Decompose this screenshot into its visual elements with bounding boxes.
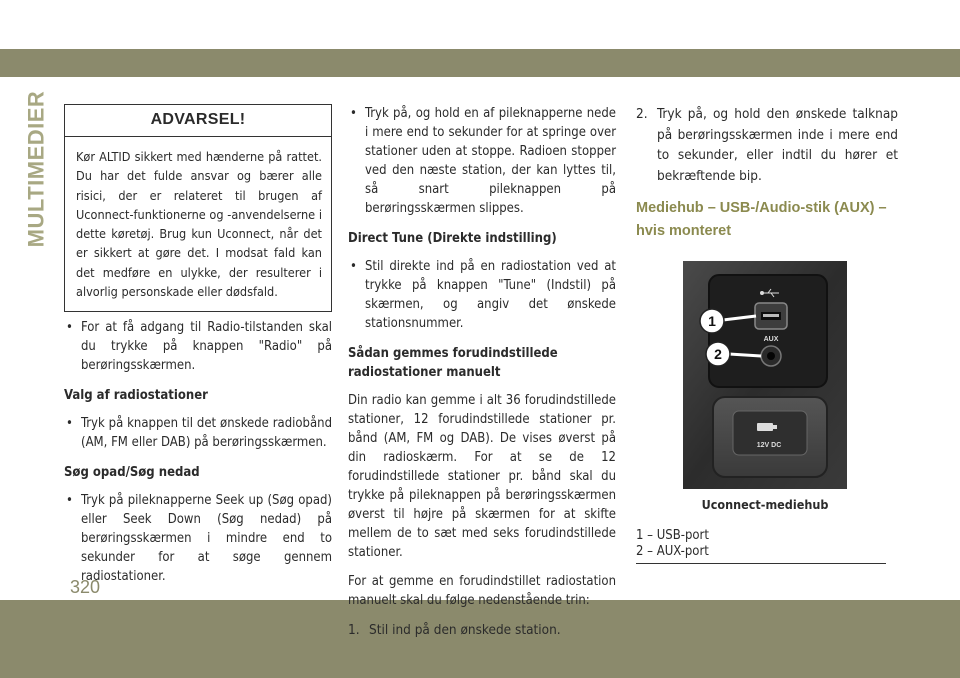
step-1-text: Stil ind på den ønskede station. <box>369 622 561 638</box>
heading-direct-tune: Direct Tune (Direkte indstilling) <box>348 231 557 246</box>
warning-text: Kør ALTID sikkert med hænderne på rattet. Du har det fulde ansvar og bærer alle risici, der er relateret til brugen af Uconnect-funktionerne og -anvendelserne i dette køretøj. Brug kun Uconnect, når det er sikkert at gøre det. I modsat fald kan det medføre en ulykke, der resulterer i alvorlig personskade eller dødsfald. <box>76 149 322 300</box>
column-3 <box>636 104 898 564</box>
step-2-number: 2. <box>636 106 648 122</box>
page-number: 320 <box>70 577 101 597</box>
para-save-presets: Din radio kan gemme i alt 36 forudindstillede stationer, 12 forudindstillede stationer pr. bånd (AM, FM og DAB). De vises øverst på din radioskærm. For at se de 12 forudindstillede stationer pr. bånd skal du trykke på pileknappen på berøringsskærmen øverst til højre på skærmen for at skifte mellem de to sæt med seks forudindstillede stationer. <box>348 393 616 560</box>
warning-box <box>64 104 332 312</box>
para-steps-intro: For at gemme en forudindstillet radiostation manuelt skal du følge nedenstående trin: <box>348 574 616 608</box>
step-1-number: 1. <box>348 622 360 638</box>
callout-2-label: 2 <box>714 346 722 362</box>
12v-label: 12V DC <box>756 442 782 449</box>
callout-1-label: 1 <box>708 313 716 329</box>
upper-panel <box>709 275 827 387</box>
callout-2-line <box>729 354 761 356</box>
figure-caption: Uconnect-mediehub <box>701 497 829 512</box>
bullet-direct-tune: • Stil direkte ind på en radiostation ved at trykke på knappen "Tune" (Indstil) på skærmen, og angiv det ønskede stationsnummer. <box>348 257 616 333</box>
header-band <box>0 49 960 77</box>
heading-seek: Søg opad/Søg nedad <box>64 465 200 481</box>
step-2 <box>636 104 898 186</box>
figure-legend <box>636 528 886 564</box>
legend-item-usb: 1 – USB-port <box>636 528 709 543</box>
step-2-text: Tryk på, og hold den ønskede talknap på berøringsskærmen inde i mere end to sekunder, eller indtil du hører et bekræftende bip. <box>657 106 898 184</box>
step-1 <box>348 620 616 641</box>
column-1 <box>64 104 332 597</box>
media-hub-photo <box>683 261 847 489</box>
bullet-hold-arrow: • Tryk på, og hold en af pileknapperne nede i mere end to sekunder for at springe over stationer uden at stoppe. Radioen stopper ved den næste station, der kan lyttes til, så snart pileknappen på berøringsskærmen slippes. <box>348 104 616 218</box>
usb-port <box>755 303 787 329</box>
heading-save-presets: Sådan gemmes forudindstillede radiostationer manuelt <box>348 346 558 380</box>
bullet-radio-mode: • For at få adgang til Radio-tilstanden skal du trykke på knappen "Radio" på berøringsskærmen. <box>64 318 332 375</box>
legend-item-aux: 2 – AUX-port <box>636 544 709 559</box>
column-2 <box>348 104 616 652</box>
bullet-select-band: • Tryk på knappen til det ønskede radiobånd (AM, FM eller DAB) på berøringsskærmen. <box>64 414 332 452</box>
bullet-seek: • Tryk på pileknapperne Seek up (Søg opad) eller Seek Down (Søg nedad) på berøringsskærmen i mindre end to sekunder for at søge gennem radiostationer. <box>64 491 332 586</box>
heading-media-hub: Mediehub – USB-/Audio-stik (AUX) – hvis monteret <box>636 200 887 239</box>
heading-select-stations: Valg af radiostationer <box>64 388 208 404</box>
section-tab: MULTIMEDIER <box>23 90 49 248</box>
aux-label: AUX <box>763 336 779 343</box>
aux-port <box>761 346 781 366</box>
warning-title: ADVARSEL! <box>65 105 331 137</box>
